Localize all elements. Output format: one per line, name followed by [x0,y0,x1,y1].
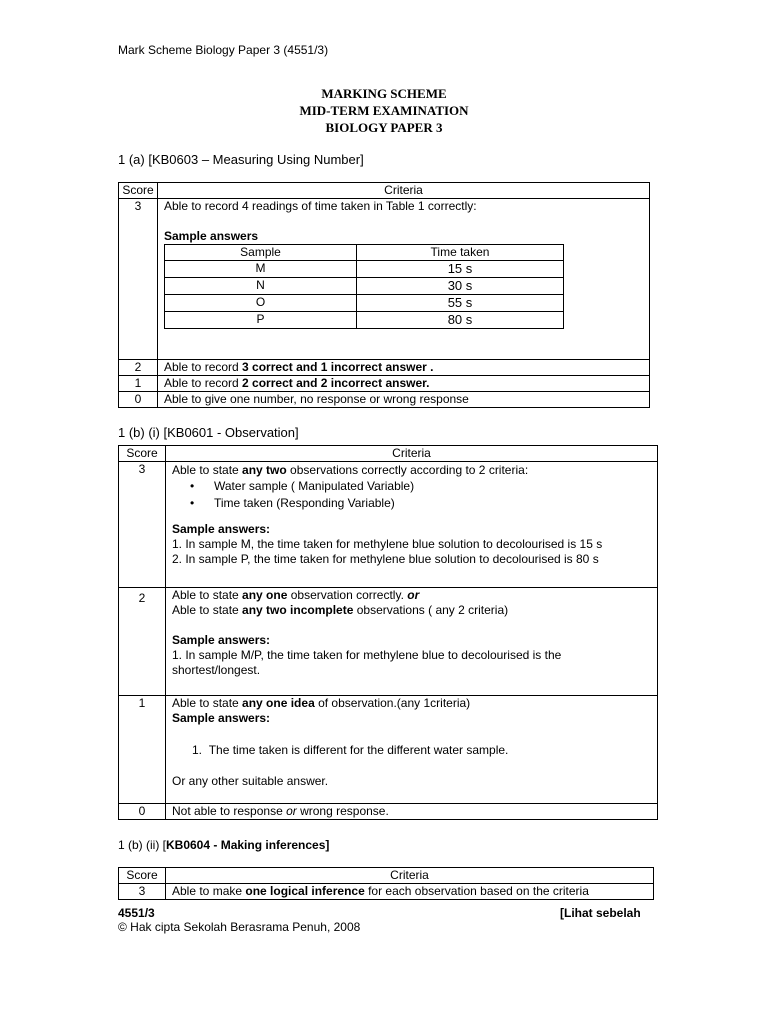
footer-code: 4551/3 [118,906,155,920]
sample-cell: M [165,261,357,278]
time-cell: 15 s [357,261,564,278]
time-cell: 80 s [357,312,564,329]
footer-next-page: [Lihat sebelah [560,906,641,920]
sample-table-header: Time taken [357,245,564,261]
sample-cell: N [165,278,357,295]
score-header: Score [119,183,158,199]
score-cell: 3 [119,199,158,360]
criteria-cell: Able to record 3 correct and 1 incorrect answer . [158,360,650,376]
sample-answers-label: Sample answers [164,229,259,243]
q1a-table [118,182,650,408]
list-item: • Time taken (Responding Variable) [204,495,651,512]
criteria-cell: Able to state any one idea of observation.(any 1criteria) Sample answers: 1. The time taken is different for the different water sample. Or any other suitable answer. [166,696,658,804]
q1bii-table [118,867,654,900]
q1a-heading: 1 (a) [KB0603 – Measuring Using Number] [118,152,364,167]
sample-table-header: Sample [165,245,357,261]
criteria-header: Criteria [166,868,654,884]
time-cell: 30 s [357,278,564,295]
criteria-list [172,478,651,512]
criteria-cell: Able to record 4 readings of time taken in Table 1 correctly: Sample answers Sample Time taken M 15 s N 30 s O 55 s P 80 s [158,199,650,360]
title-line-2: MID-TERM EXAMINATION [299,103,469,118]
sample-cell: P [165,312,357,329]
score-header: Score [119,446,166,462]
answer-line: 1. In sample M/P, the time taken for methylene blue to decolourised is the [172,648,562,662]
sample-cell: O [165,295,357,312]
q1bi-heading: 1 (b) (i) [KB0601 - Observation] [118,425,299,440]
criteria-cell: Able to state any two observations correctly according to 2 criteria: • Water sample ( Manipulated Variable) • Time taken (Responding Variable) Sample answers: 1. In sample M, the time taken for methylene blue solution to decolourised is 15 s 2. In sample P, the time taken for methylene blue solution to decolourised is 80 s [166,462,658,588]
criteria-cell: Able to record 2 correct and 2 incorrect answer. [158,376,650,392]
score-cell: 3 [119,884,166,900]
score-cell: 0 [119,804,166,820]
q1bi-table [118,445,658,820]
answer-line: 1. In sample M, the time taken for methylene blue solution to decolourised is 15 s [172,537,603,551]
time-cell: 55 s [357,295,564,312]
score-cell: 0 [119,392,158,408]
q1bii-heading: 1 (b) (ii) [KB0604 - Making inferences] [118,838,330,852]
criteria-cell: Able to make one logical inference for each observation based on the criteria [166,884,654,900]
document-title [0,85,768,136]
sample-table [164,244,564,329]
score-cell: 2 [119,588,166,696]
footer-copyright: © Hak cipta Sekolah Berasrama Penuh, 2008 [118,920,361,934]
score-header: Score [119,868,166,884]
answer-line: 2. In sample P, the time taken for methylene blue solution to decolourised is 80 s [172,552,599,566]
title-line-1: MARKING SCHEME [321,86,447,101]
list-item: 1. The time taken is different for the different water sample. [192,743,509,757]
answer-line: Or any other suitable answer. [172,774,329,788]
score-cell: 2 [119,360,158,376]
score-cell: 1 [119,376,158,392]
criteria-cell: Not able to response or wrong response. [166,804,658,820]
sample-answers-label: Sample answers: [172,522,271,536]
score-cell: 3 [119,462,166,588]
running-header: Mark Scheme Biology Paper 3 (4551/3) [118,43,329,57]
answer-line: shortest/longest. [172,663,261,677]
sample-answers-label: Sample answers: [172,633,271,647]
criteria-header: Criteria [158,183,650,199]
criteria-header: Criteria [166,446,658,462]
score-cell: 1 [119,696,166,804]
title-line-3: BIOLOGY PAPER 3 [325,120,443,135]
criteria-cell: Able to give one number, no response or wrong response [158,392,650,408]
sample-answers-label: Sample answers: [172,711,271,725]
list-item: • Water sample ( Manipulated Variable) [204,478,651,495]
criteria-cell: Able to state any one observation correctly. or Able to state any two incomplete observations ( any 2 criteria) Sample answers: 1. In sample M/P, the time taken for methylene blue to decolourised is the shortest/longest. [166,588,658,696]
